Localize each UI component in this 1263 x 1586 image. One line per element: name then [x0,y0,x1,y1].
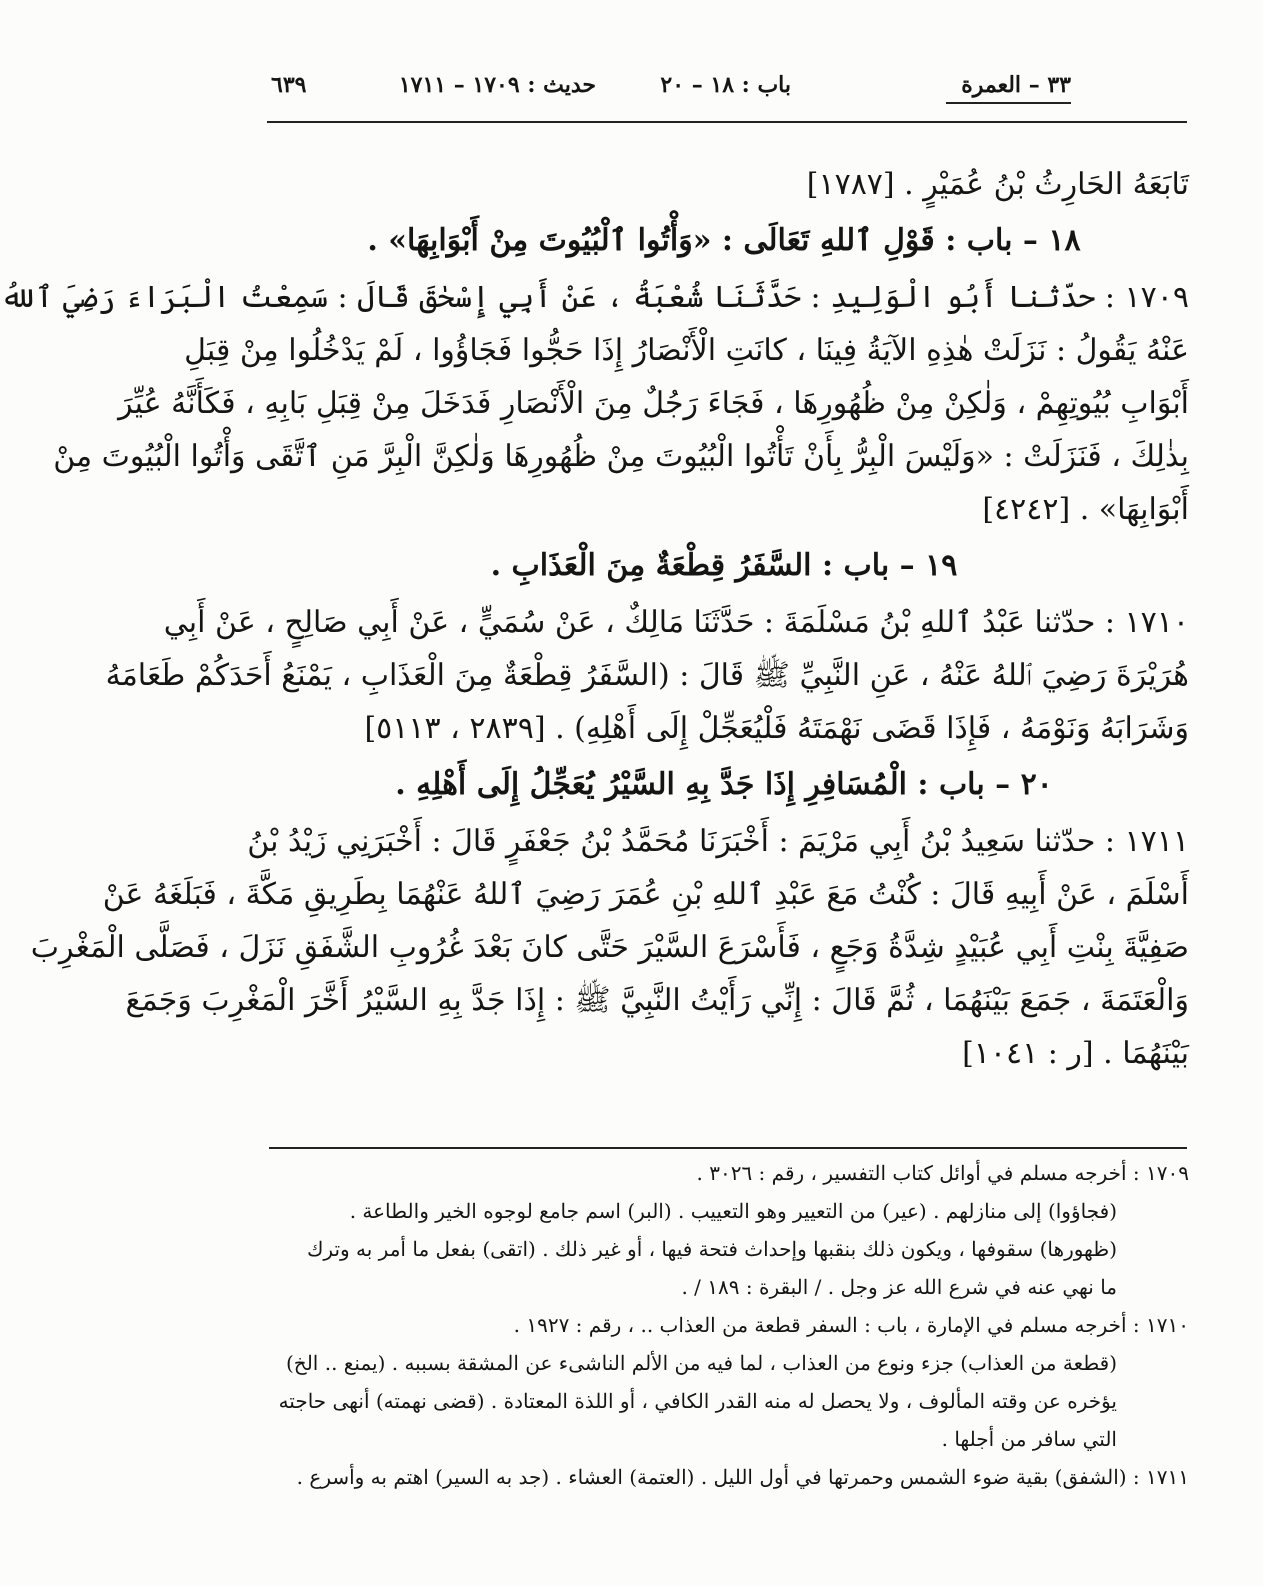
bab-range: باب : ١٨ – ٢٠ [660,72,791,98]
text-line: هُرَيْرَةَ رَضِيَ ٱللهُ عَنْهُ ، عَنِ النَّبِيِّ ﷺ قَالَ : (السَّفَرُ قِطْعَةٌ مِنَ الْعَذَابِ ، يَمْنَعُ أَحَدَكُمْ طَعَامَهُ [105,658,1189,693]
text-line: وَشَرَابَهُ وَنَوْمَهُ ، فَإِذَا قَضَى نَهْمَتَهُ فَلْيُعَجِّلْ إِلَى أَهْلِهِ) . [٢٨٣٩ ، ٥١١٣] [364,711,1189,746]
text-line: وَالْعَتَمَةَ ، جَمَعَ بَيْنَهُمَا ، ثُمَّ قَالَ : إِنِّي رَأَيْتُ النَّبِيَّ ﷺ : إِذَا جَدَّ بِهِ السَّيْرُ أَخَّرَ الْمَغْرِبَ وَجَمَعَ [125,983,1189,1018]
bab-heading: ١٩ – باب : السَّفَرُ قِطْعَةٌ مِنَ الْعَذَابِ . [490,548,958,583]
footnote-line: (فجاؤوا) إلى منازلهم . (عير) من التعيير وهو التعييب . (البر) اسم جامع لوجوه الخير والطاعة . [349,1199,1117,1223]
text-line: صَفِيَّةَ بِنْتِ أَبِي عُبَيْدٍ شِدَّةُ وَجَعٍ ، فَأَسْرَعَ السَّيْرَ حَتَّى كانَ بَعْدَ غُرُوبِ الشَّفَقِ نَزَلَ ، فَصَلَّى الْمَغْرِبَ [30,930,1189,965]
main-text [0,158,1189,1080]
chapter-title-underline [946,102,1071,104]
footnotes [259,1154,1189,1496]
footnote-line: يؤخره عن وقته المألوف ، ولا يحصل له منه القدر الكافي ، أو اللذة المعتادة . (قضى نهمته) أنهى حاجته [278,1389,1117,1413]
hadith-range: حديث : ١٧٠٩ – ١٧١١ [398,72,596,98]
text-line: بَيْنَهُمَا . [ر : ١٠٤١] [962,1036,1189,1071]
footnote-line: (ظهورها) سقوفها ، ويكون ذلك بنقبها وإحداث فتحة فيها ، أو غير ذلك . (اتقى) بفعل ما أمر به وترك [306,1237,1117,1261]
footnote-line: التي سافر من أجلها . [941,1427,1117,1451]
footnotes-divider [269,1147,1187,1149]
text-line: أَبْوَابِهَا» . [٤٢٤٢] [982,492,1189,527]
text-line: ١٧١٠ : حدّثنا عَبْدُ ٱللهِ بْنُ مَسْلَمَةَ : حَدَّثَنَا مَالِكٌ ، عَنْ سُمَيٍّ ، عَنْ أَبِي صَالِحٍ ، عَنْ أَبِي [163,605,1189,640]
footnote-line: ما نهي عنه في شرع الله عز وجل . / البقرة : ١٨٩ / . [681,1275,1117,1299]
text-line: بِذٰلِكَ ، فَنَزَلَتْ : «وَلَيْسَ الْبِرُّ بِأَنْ تَأْتُوا الْبُيُوتَ مِنْ ظُهُورِهَا وَلٰكِنَّ الْبِرَّ مَنِ ٱتَّقَى وَأْتُوا الْبُيُوتَ مِنْ [53,439,1189,474]
text-line: ١٧٠٩ : حدّثنا أَبُو الْوَلِيدِ : حَدَّثَنَا شُعْبَةُ ، عَنْ أَبِي إِسْحٰقَ قَالَ : سَمِعْتُ الْبَرَاءَ رَضِيَ ٱللهُ [0,280,1189,315]
bab-heading: ١٨ – باب : قَوْلِ ٱللهِ تَعَالَى : «وَأْتُوا ٱلْبُيُوتَ مِنْ أَبْوَابِهَا» . [367,223,1081,258]
text-line: تَابَعَهُ الحَارِثُ بْنُ عُمَيْرٍ . [١٧٨٧] [806,167,1189,202]
running-head [271,72,1071,108]
footnote-line: ١٧١٠ : أخرجه مسلم في الإمارة ، باب : السفر قطعة من العذاب .. ، رقم : ١٩٢٧ . [513,1313,1189,1337]
bab-heading: ٢٠ – باب : الْمُسَافِرِ إِذَا جَدَّ بِهِ السَّيْرُ يُعَجِّلُ إِلَى أَهْلِهِ . [395,767,1053,802]
text-line: أَبْوَابِ بُيُوتِهِمْ ، وَلٰكِنْ مِنْ ظُهُورِهَا ، فَجَاءَ رَجُلٌ مِنَ الْأَنْصَارِ فَدَخَلَ مِنْ قِبَلِ بَابِهِ ، فَكَأَنَّهُ عُيِّرَ [118,386,1189,421]
footnote-line: (قطعة من العذاب) جزء ونوع من العذاب ، لما فيه من الألم الناشىء عن المشقة بسببه . (يمنع .. الخ) [285,1351,1117,1375]
chapter-title: ٣٣ – العمرة [961,72,1071,98]
text-line: ١٧١١ : حدّثنا سَعِيدُ بْنُ أَبِي مَرْيَمَ : أَخْبَرَنَا مُحَمَّدُ بْنُ جَعْفَرٍ قَالَ : أَخْبَرَنِي زَيْدُ بْنُ [247,824,1189,859]
text-line: أَسْلَمَ ، عَنْ أَبِيهِ قَالَ : كُنْتُ مَعَ عَبْدِ ٱللهِ بْنِ عُمَرَ رَضِيَ ٱللهُ عَنْهُمَا بِطَرِيقِ مَكَّةَ ، فَبَلَغَهُ عَنْ [102,877,1189,912]
page-number: ٦٣٩ [271,72,307,98]
text-line: عَنْهُ يَقُولُ : نَزَلَتْ هٰذِهِ الآيَةُ فِينَا ، كانَتِ الْأَنْصَارُ إِذَا حَجُّوا فَجَاؤُوا ، لَمْ يَدْخُلُوا مِنْ قِبَلِ [184,333,1189,368]
footnote-line: ١٧٠٩ : أخرجه مسلم في أوائل كتاب التفسير ، رقم : ٣٠٢٦ . [696,1161,1189,1185]
header-divider [267,121,1187,123]
footnote-line: ١٧١١ : (الشفق) بقية ضوء الشمس وحمرتها في أول الليل . (العتمة) العشاء . (جد به السير) اهتم به وأسرع . [296,1465,1189,1489]
